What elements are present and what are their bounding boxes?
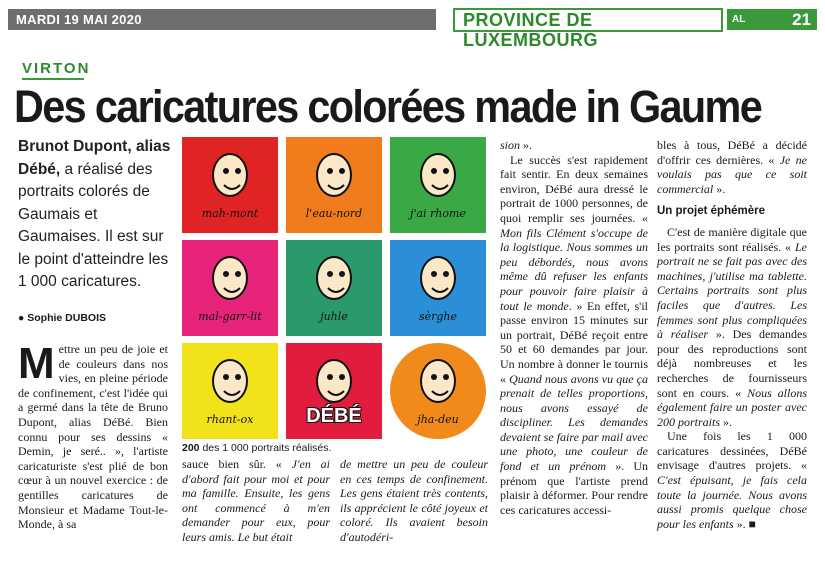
col5-paragraph-2	[657, 225, 807, 429]
col5-p2-end: ». Des demandes pour des reproductions sont déjà nombreuses et les recherches de fournisseurs sont en cours. «	[657, 327, 807, 400]
col4-p2-text: Le succès s'est rapidement fait sentir. En deux semaines environ, DéBé aura dressé le portrait de 1000 personnes, de quoi remplir ses journées. «	[500, 152, 648, 225]
portrait-tile	[182, 137, 278, 233]
section-underline	[22, 78, 84, 80]
headline: Des caricatures colorées made in Gaume	[14, 81, 762, 132]
page-number: 21	[771, 9, 817, 30]
caption-text: des 1 000 portraits réalisés.	[199, 442, 332, 454]
province-title: PROVINCE DE LUXEMBOURG	[453, 8, 723, 32]
caricature-face-icon	[420, 153, 456, 197]
col4-paragraph-2	[500, 153, 648, 518]
col2-text: sauce bien sûr. «	[182, 457, 292, 471]
caption-count: 200	[182, 442, 200, 454]
portrait-tile	[390, 240, 486, 336]
portrait-grid	[182, 137, 495, 442]
col4-p2-end: . » En effet, s'il passe environ 15 minutes sur un portrait, DéBé reçoit entre 50 et 60 demandes par jour. Un nombre à donner le tournis «	[500, 298, 648, 386]
caricature-face-icon	[212, 359, 248, 403]
caricature-face-icon	[316, 153, 352, 197]
photo-caption	[182, 442, 331, 454]
column-5	[657, 138, 807, 531]
column-3	[340, 457, 488, 545]
col5-p1-end: ».	[713, 181, 726, 196]
col5-paragraph-3	[657, 429, 807, 531]
caricature-face-icon	[212, 256, 248, 300]
col4-p1-quote: sion	[500, 138, 521, 152]
lead-paragraph	[18, 136, 178, 294]
caricature-face-icon	[420, 256, 456, 300]
portrait-name: sèrghe	[418, 310, 458, 323]
col4-p2-quote-2: Quand nous avons vu que ça prenait de telles proportions, nous avons essayé de discipliner. Les demandes devaient se faire par mail avec une photo, une couleur de fond et un prénom	[500, 371, 649, 474]
col5-p1-text: bles à tous, DéBé a décidé d'offrir ces dernières. «	[657, 138, 807, 167]
lead-bold: Brunot Dupont, alias Débé,	[18, 138, 171, 178]
section-label: VIRTON	[22, 60, 91, 77]
col4-p2-end-2: ». Un prénom que l'artiste prend plaisir à déformer. Pour rendre ces caricatures accessi-	[500, 459, 648, 517]
portrait-tile	[390, 343, 486, 439]
portrait-tile	[182, 343, 278, 439]
col2-quote: J'en ai d'abord fait pour moi et pour ma famille. Ensuite, les gens ont commencé à m'en demander pour eux, pour leurs amis. Le but était	[182, 457, 331, 544]
portrait-name: j'ai rhome	[410, 207, 466, 220]
portrait-name: mah-mont	[201, 207, 259, 220]
portrait-tile	[390, 137, 486, 233]
col5-p2-text: C'est de manière digitale que les portraits sont réalisés. «	[657, 224, 807, 254]
column-2	[182, 457, 330, 545]
caricature-face-icon	[316, 256, 352, 300]
col5-paragraph-1	[657, 138, 807, 196]
col5-p2-end-2: ».	[720, 414, 733, 429]
column-4	[500, 138, 648, 517]
col5-p1-quote: Je ne voulais pas que ce soit commercial	[657, 152, 808, 196]
column-1	[18, 339, 168, 532]
portrait-tile	[286, 240, 382, 336]
portrait-name: jha-deu	[417, 413, 459, 426]
date-bar: MARDI 19 MAI 2020	[8, 9, 436, 30]
portrait-tile	[286, 343, 382, 439]
byline-bullet: ●	[18, 312, 25, 324]
col5-p3-end: ». ■	[733, 516, 756, 531]
edition-code: AL	[727, 9, 771, 30]
caricature-face-icon	[316, 359, 352, 403]
caricature-face-icon	[420, 359, 456, 403]
drop-cap: M	[18, 339, 55, 388]
portrait-name: mal-garr-lit	[198, 310, 262, 323]
col4-p1-end: ».	[520, 138, 533, 152]
byline-author: Sophie DUBOIS	[27, 312, 107, 324]
col3-quote: de mettre un peu de couleur en ces temps de confinement. Les gens étaient très contents, ils apprécient le côté joyeux et coloré. Ils avaient besoin d'autodéri-	[340, 457, 488, 544]
col5-p3-quote: C'est épuisant, je fais cela toute la journée. Nous avons aussi promis quelque chose pour les enfants	[657, 473, 807, 531]
lead-text: a réalisé des portraits colorés de Gaumais et Gaumaises. Il est sur le point d'atteindre les 1 000 caricatures.	[18, 160, 169, 290]
portrait-tile	[286, 137, 382, 233]
portrait-name: DÉBÉ	[306, 405, 362, 427]
portrait-name: juhle	[320, 310, 348, 323]
col5-p3-text: Une fois les 1 000 caricatures dessinées, DéBé envisage d'autres projets. «	[657, 429, 807, 473]
portrait-tile	[182, 240, 278, 336]
col4-p2-quote: Mon fils Clément s'occupe de la logistique. Nous sommes un peu débordés, nous avons même dû refuser les enfants pour pouvoir faire plaisir à tout le monde	[500, 225, 648, 313]
portrait-name: l'eau-nord	[305, 207, 363, 220]
portrait-name: rhant-ox	[206, 413, 254, 426]
byline	[18, 312, 106, 324]
col1-text: ettre un peu de joie et de couleurs dans nos vies, en pleine période de confinement, c'est l'idée qui a germé dans la tête de Bruno Dupont, alias DéBé. Bien connu pour ses dessins « Demin, je seré.. », l'artiste caricaturiste s'est plié de bon cœur à un nouvel exercice : de gentilles caricatures de Monsieur et Madame Tout-le-Monde, à sa	[18, 342, 168, 532]
caricature-face-icon	[212, 153, 248, 197]
col5-p2-quote-2: Nous allons également faire un poster avec 200 portraits	[657, 385, 808, 429]
col5-p2-quote: Le portrait ne se fait pas avec des machines, j'utilise ma tablette. Certains portraits sont plus faciles que d'autres. Les femmes sont plus compliquées à réaliser	[657, 239, 807, 342]
col4-paragraph-1	[500, 138, 648, 153]
subheading: Un projet éphémère	[657, 205, 765, 218]
